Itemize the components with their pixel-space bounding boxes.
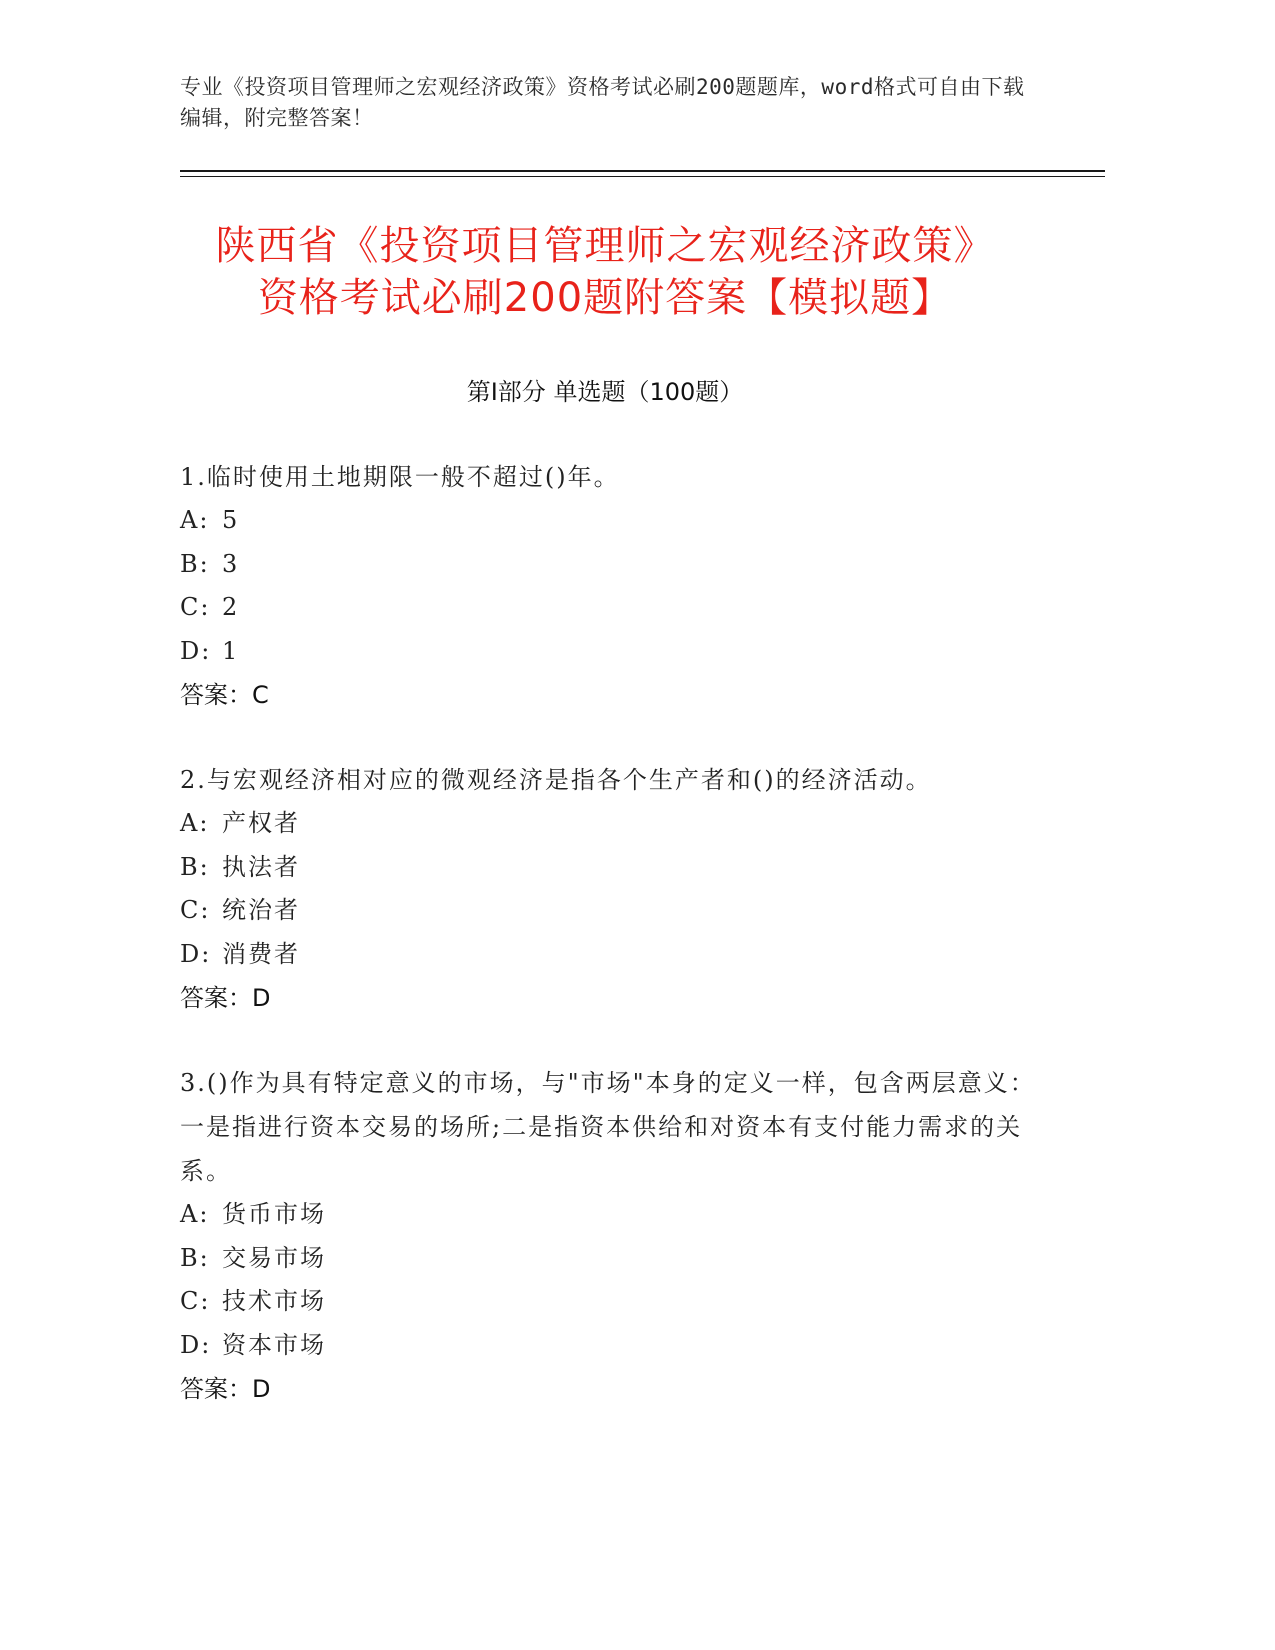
option-text: 统治者 — [222, 896, 300, 924]
document-title — [100, 220, 1110, 324]
header-divider-thin — [180, 176, 1105, 177]
document-title-line-2: 资格考试必刷200题附答案【模拟题】 — [257, 275, 953, 321]
option-key: A: — [180, 1200, 210, 1228]
option-text: 5 — [222, 506, 240, 534]
option-key: C: — [180, 593, 211, 621]
option-text: 货币市场 — [222, 1200, 326, 1228]
option-key: A: — [180, 506, 210, 534]
option-text: 产权者 — [222, 809, 300, 837]
option-key: A: — [180, 809, 210, 837]
option-key: B: — [180, 852, 210, 881]
question-option — [180, 1280, 1040, 1324]
option-text: 技术市场 — [222, 1287, 326, 1315]
question-option — [180, 802, 1040, 846]
question-stem: 3.()作为具有特定意义的市场，与"市场"本身的定义一样，包含两层意义：一是指进行资本交易的场所;二是指资本供给和对资本有支付能力需求的关系。 — [180, 1069, 1036, 1185]
question-option — [180, 630, 1040, 674]
header-divider-thick — [180, 170, 1105, 172]
question-stem: 1.临时使用土地期限一般不超过()年。 — [180, 463, 620, 491]
question-item — [180, 758, 1040, 1020]
option-text: 消费者 — [222, 939, 300, 968]
option-text: 资本市场 — [222, 1330, 326, 1359]
option-key: B: — [180, 1243, 210, 1272]
option-text: 执法者 — [222, 852, 300, 881]
question-item — [180, 1061, 1040, 1411]
question-item — [180, 455, 1040, 717]
option-key: B: — [180, 549, 210, 578]
question-option — [180, 846, 1040, 890]
option-key: C: — [180, 1287, 211, 1315]
option-key: D: — [180, 636, 212, 665]
header-note: 专业《投资项目管理师之宏观经济政策》资格考试必刷200题题库，word格式可自由下载编辑，附完整答案！ — [180, 75, 1025, 130]
option-text: 2 — [222, 593, 240, 621]
option-key: C: — [180, 896, 211, 924]
document-title-line-1: 陕西省《投资项目管理师之宏观经济政策》 — [215, 223, 995, 269]
option-text: 交易市场 — [222, 1243, 326, 1272]
section-heading: 第Ⅰ部分 单选题（100题） — [466, 378, 744, 406]
question-option — [180, 543, 1040, 587]
question-answer: 答案：C — [180, 681, 269, 709]
question-option — [180, 499, 1040, 543]
question-option — [180, 1324, 1040, 1368]
option-text: 3 — [222, 549, 240, 578]
question-option — [180, 1237, 1040, 1281]
option-key: D: — [180, 939, 212, 968]
question-option — [180, 889, 1040, 933]
option-key: D: — [180, 1330, 212, 1359]
question-answer: 答案：D — [180, 984, 271, 1012]
question-stem: 2.与宏观经济相对应的微观经济是指各个生产者和()的经济活动。 — [180, 766, 932, 794]
question-option — [180, 1193, 1040, 1237]
option-text: 1 — [222, 636, 240, 665]
question-answer: 答案：D — [180, 1375, 271, 1403]
question-list — [180, 455, 1040, 1452]
question-option — [180, 933, 1040, 977]
question-option — [180, 586, 1040, 630]
